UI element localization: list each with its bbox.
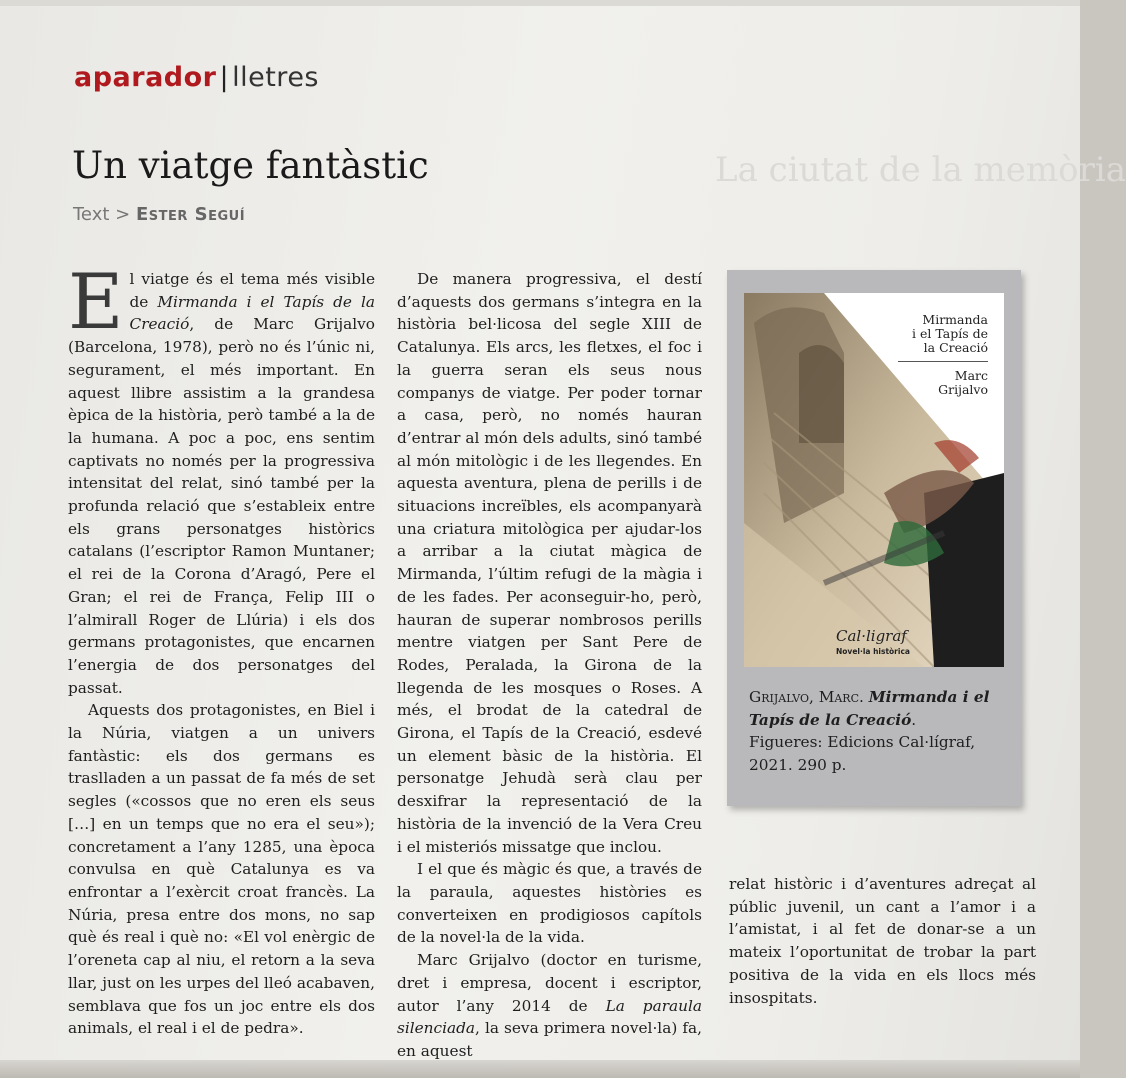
collection-label: Novel·la històrica [836, 647, 910, 656]
book-caption [749, 686, 1009, 776]
cover-author-line: Marc [954, 368, 988, 383]
section-separator: | [219, 62, 230, 93]
article-title: Un viatge fantàstic [72, 144, 429, 187]
book-cover [744, 293, 1004, 667]
cover-title-line: i el Tapís de [912, 326, 988, 341]
drop-cap: E [68, 257, 124, 346]
cover-title-line: la Creació [923, 340, 988, 355]
cover-author-line: Grijalvo [938, 382, 988, 397]
paragraph-1-text-a: l viatge és el tema més visible de [129, 270, 375, 311]
book-card [727, 270, 1021, 806]
paragraph-1 [68, 257, 375, 699]
byline-author: Ester Seguí [135, 204, 246, 225]
cover-title-line: Mirmanda [922, 312, 988, 327]
cover-title [912, 313, 988, 355]
caption-author: Grijalvo, Marc. [749, 688, 864, 706]
paragraph-5-text-b: , la seva primera novel·la) fa, en aquest [397, 1019, 702, 1060]
column-2 [397, 268, 702, 1063]
paragraph-1-text-b: , de Marc Grijalvo (Barcelona, 1978), però no és l’únic ni, segurament, el més important. En aquest llibre assistim a la grandesa èpica de la història, però també a la de la humana. A poc a poc, ens sentim captivats no només per la progressiva intensitat del relat, sinó també per la profunda relació que s’estableix entre els grans personatges històrics catalans (l’escriptor Ramon Muntaner; el rei de la Corona d’Aragó, Pere el Gran; el rei de França, Felip III o l’almirall Roger de Llúria) i els dos germans protagonistes, que encarnen l’energia de dos personatges del passat. [68, 315, 375, 697]
caption-period: . [911, 710, 917, 729]
column-3 [729, 873, 1036, 1009]
byline-prefix: Text > [73, 204, 131, 225]
page-top-edge [0, 0, 1080, 6]
paragraph-5-text-a: Marc Grijalvo (doctor en turisme, dret i empresa, docent i escriptor, autor l’any 2014 de [397, 951, 702, 1015]
caption-publication: Figueres: Edicions Cal·lígraf, 2021. 290 p. [749, 733, 976, 774]
cover-divider [898, 361, 988, 362]
paragraph-5 [397, 949, 702, 1063]
page-bottom-edge [0, 1060, 1080, 1078]
section-sublabel: lletres [232, 62, 319, 93]
byline [73, 204, 245, 225]
publisher-logo: Cal·ligraf [836, 627, 907, 645]
paragraph-3: De manera progressiva, el destí d’aquests dos germans s’integra en la història bel·licosa del segle XIII de Catalunya. Els arcs, les fletxes, el foc i la guerra seran els seus nous companys de viatge. Per poder tornar a casa, però, no només hauran d’entrar al món dels adults, sinó també al món mitològic i de les llegendes. En aquesta aventura, plena de perills i de situacions increïbles, els acompanyarà una criatura mitològica per ajudar-los a arribar a la ciutat màgica de Mirmanda, l’últim refugi de la màgia i de les fades. Per aconseguir-ho, però, hauran de superar nombrosos perills mentre viatgen per Sant Pere de Rodes, Peralada, la Girona de la llegenda de les mosques o Roses. A més, el brodat de la catedral de Girona, el Tapís de la Creació, esdevé un element bàsic de la història. El personatge Jehudà serà clau per desxifrar la representació de la història de la invenció de la Vera Creu i el misteriós missatge que inclou. [397, 270, 702, 856]
cover-author [908, 369, 988, 397]
section-header [74, 62, 319, 93]
book-title-inline: Mirmanda i el Tapís de la Creació [129, 292, 375, 334]
bleed-through-text: La ciutat de la memòria [715, 150, 1126, 190]
paragraph-2: Aquests dos protagonistes, en Biel i la Núria, viatgen a un univers fantàstic: els dos germans es traslladen a un passat de fa més de set segles («cossos que no eren els seus […] en un temps que no era el seu»); concretament a l’any 1285, una època convulsa en què Catalunya es va enfrontar a l’exèrcit croat francès. La Núria, presa entre dos mons, no sap què és real i què no: «El vol enèrgic de l’oreneta cap al niu, el retorn a la seva llar, just on les urpes del lleó acabaven, semblava que fos un joc entre els dos animals, el real i el de pedra». [68, 701, 375, 1038]
paragraph-4: I el que és màgic és que, a través de la paraula, aquestes històries es converteixen en prodigiosos capítols de la novel·la de la vida. [397, 860, 702, 947]
book-title-inline: La paraula silenciada [397, 996, 702, 1038]
section-label: aparador [74, 62, 217, 93]
caption-title: Mirmanda i el Tapís de la Creació [749, 688, 990, 729]
column-1 [68, 257, 375, 1040]
paragraph-5-continued: relat històric i d’aventures adreçat al públic juvenil, un cant a l’amor i a l’amistat, i al fet de donar-se a un mateix l’oportunitat de trobar la part positiva de la vida en els llocs més insospitats. [729, 875, 1036, 1007]
